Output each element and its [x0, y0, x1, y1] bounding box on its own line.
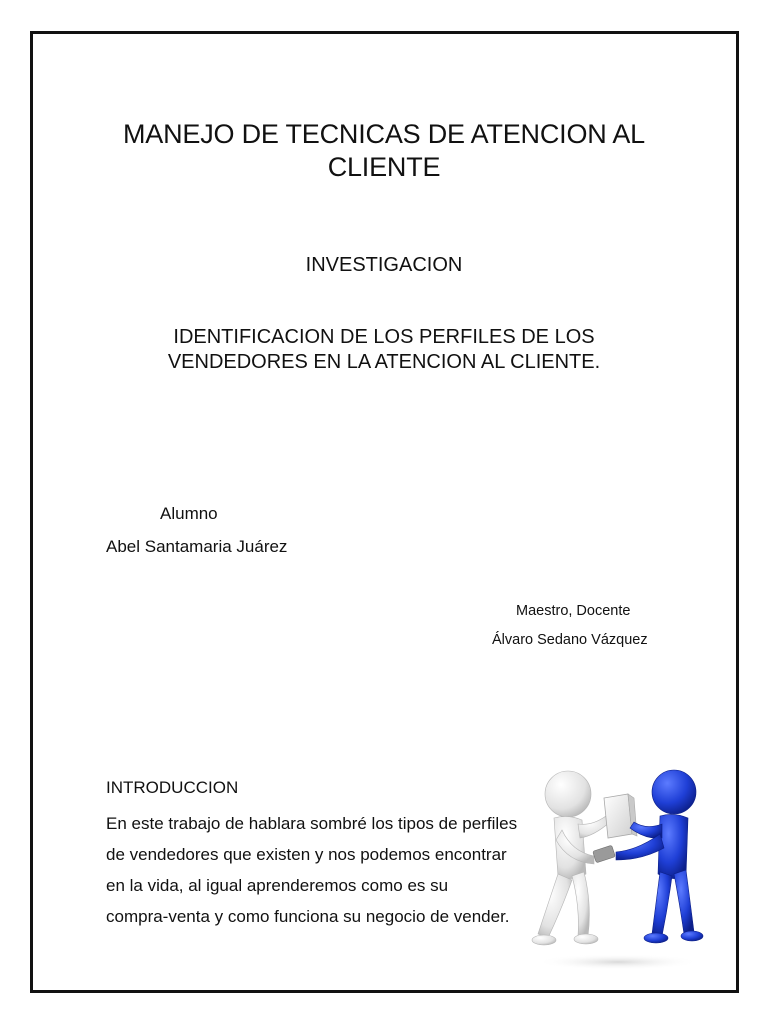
introduction-line-3: en la vida, al igual aprenderemos como es su	[106, 876, 449, 895]
teacher-name: Álvaro Sedano Vázquez	[492, 632, 648, 648]
research-topic-line-1: IDENTIFICACION DE LOS PERFILES DE LOS	[173, 326, 595, 348]
introduction-line-1: En este trabajo de hablara sombré los tipos de perfiles	[106, 814, 518, 833]
document-title-line-2: CLIENTE	[327, 152, 441, 182]
research-topic	[0, 325, 768, 375]
document-title	[0, 118, 768, 184]
introduction-heading: INTRODUCCION	[106, 778, 239, 797]
introduction-body	[106, 808, 546, 932]
package-box	[604, 794, 637, 838]
introduction-line-2: de vendedores que existen y nos podemos encontrar	[106, 845, 507, 864]
document-title-line-1: MANEJO DE TECNICAS DE ATENCION AL	[122, 119, 645, 149]
handshake-sale-figures-icon	[528, 764, 704, 970]
student-label: Alumno	[160, 504, 218, 523]
student-name: Abel Santamaria Juárez	[106, 537, 288, 556]
document-subtitle: INVESTIGACION	[305, 254, 463, 276]
research-topic-line-2: VENDEDORES EN LA ATENCION AL CLIENTE.	[167, 351, 601, 373]
teacher-label: Maestro, Docente	[516, 603, 631, 619]
money-bundle	[593, 845, 616, 863]
introduction-line-4: compra-venta y como funciona su negocio de vender.	[106, 907, 510, 926]
